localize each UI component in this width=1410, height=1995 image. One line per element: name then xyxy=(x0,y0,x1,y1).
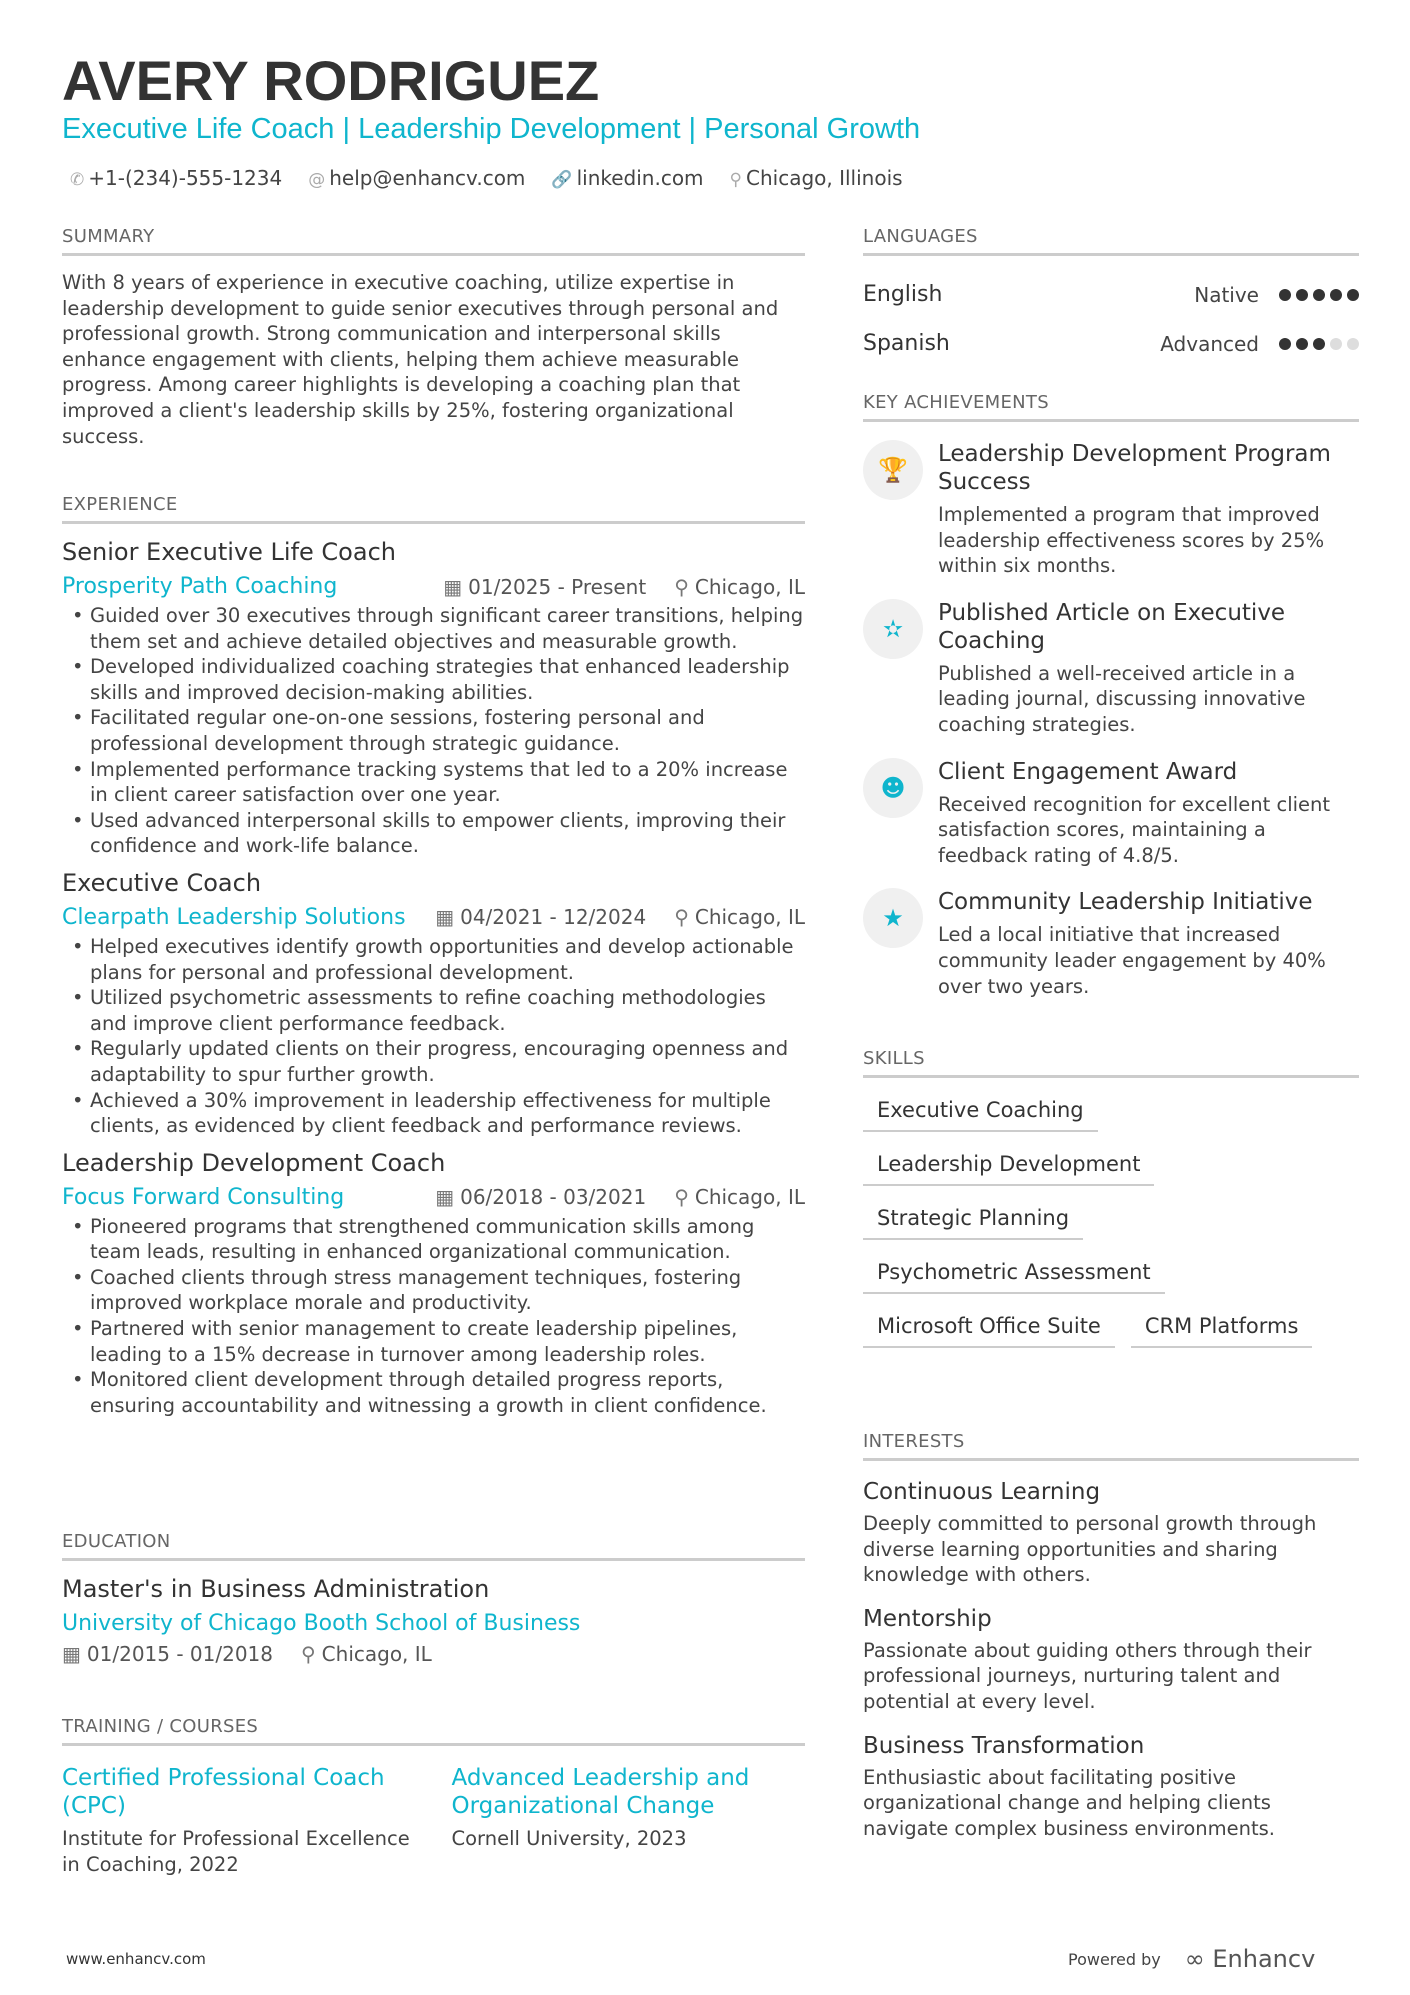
contact-bar xyxy=(70,166,903,190)
job-meta xyxy=(435,1185,805,1209)
calendar-icon: ▦ xyxy=(62,1642,81,1666)
bullet-item: • Pioneered programs that strengthened communication skills among team leads, resulting in enhanced organizational communication. xyxy=(62,1214,805,1265)
calendar-icon: ▦ xyxy=(435,1185,455,1210)
bullet-list xyxy=(62,934,805,1139)
infinity-heart-icon: ∞ xyxy=(1184,1945,1205,1973)
date-range xyxy=(435,1185,646,1209)
course-item xyxy=(62,1764,416,1877)
course-org: Cornell University, 2023 xyxy=(451,1827,687,1850)
achievement-item xyxy=(863,599,1359,738)
achievement-text: Implemented a program that improved leadership effectiveness scores by 25% within six months. xyxy=(938,503,1325,578)
achievement-body xyxy=(938,599,1359,738)
interest-item xyxy=(863,1479,1359,1588)
proficiency-dots xyxy=(1279,338,1359,350)
bullet-item: • Achieved a 30% improvement in leadership effectiveness for multiple clients, as evidenced by client feedback and performance reviews. xyxy=(62,1088,805,1139)
achievement-list xyxy=(863,440,1359,999)
achievement-body xyxy=(938,440,1359,579)
bullet-list xyxy=(62,603,805,859)
skill-tag: Psychometric Assessment xyxy=(863,1254,1165,1294)
bullet-item: • Partnered with senior management to create leadership pipelines, leading to a 15% decrease in turnover among leadership roles. xyxy=(62,1316,805,1367)
section-heading: SKILLS xyxy=(863,1048,1359,1078)
section-heading: LANGUAGES xyxy=(863,226,1359,256)
skills-section xyxy=(863,1048,1359,1348)
location xyxy=(301,1642,432,1666)
job-title: Senior Executive Life Coach xyxy=(62,538,396,566)
calendar-icon: ▦ xyxy=(435,905,455,930)
job-meta xyxy=(435,905,805,929)
language-list xyxy=(863,270,1359,368)
bullet-item: • Monitored client development through detailed progress reports, ensuring accountability and witnessing a growth in client confidence. xyxy=(62,1367,805,1418)
achievement-text: Received recognition for excellent client satisfaction scores, maintaining a feedback rating of 4.8/5. xyxy=(938,792,1331,867)
skill-tag: CRM Platforms xyxy=(1131,1308,1313,1348)
proficiency-dot xyxy=(1330,338,1342,350)
link-icon: 🔗 xyxy=(551,170,573,190)
job-title: Leadership Development Coach xyxy=(62,1148,446,1177)
bullet-list xyxy=(62,1214,805,1419)
degree: Master's in Business Administration xyxy=(62,1575,490,1603)
date-range xyxy=(435,905,646,929)
bullet-item: • Facilitated regular one-on-one sessions, fostering personal and professional development through strategic guidance. xyxy=(62,705,805,756)
date-range xyxy=(62,1642,273,1666)
language-name: Spanish xyxy=(863,331,950,356)
proficiency-dot xyxy=(1313,338,1325,350)
location-icon: ⚲ xyxy=(674,1185,689,1210)
powered-by: Powered by xyxy=(1068,1949,1161,1969)
location xyxy=(674,905,805,929)
proficiency-dot xyxy=(1279,289,1291,301)
achievement-title: Leadership Development Program Success xyxy=(938,441,1331,495)
job-entry xyxy=(62,1149,805,1419)
phone-icon: ✆ xyxy=(70,170,85,190)
proficiency-dot xyxy=(1296,289,1308,301)
company-name: Clearpath Leadership Solutions xyxy=(62,904,406,930)
contact-item[interactable] xyxy=(70,166,282,190)
achievement-item xyxy=(863,888,1359,999)
skill-tag: Strategic Planning xyxy=(863,1200,1083,1240)
proficiency-dot xyxy=(1296,338,1308,350)
footer-branding xyxy=(1068,1945,1315,1973)
location xyxy=(674,575,805,599)
achievement-title: Community Leadership Initiative xyxy=(938,889,1313,916)
proficiency-dot xyxy=(1313,289,1325,301)
location-text: Chicago, IL xyxy=(694,1185,805,1210)
bullet-item: • Used advanced interpersonal skills to empower clients, improving their confidence and work-life balance. xyxy=(62,808,805,859)
language-item xyxy=(863,319,1359,368)
course-name: Certified Professional Coach (CPC) xyxy=(62,1765,385,1819)
training-section xyxy=(62,1716,805,1877)
brand-name: Enhancv xyxy=(1212,1945,1316,1973)
headline: Executive Life Coach | Leadership Development | Personal Growth xyxy=(62,113,921,145)
achievement-item xyxy=(863,758,1359,869)
dates: 01/2015 - 01/2018 xyxy=(86,1642,274,1666)
dates: 06/2018 - 03/2021 xyxy=(460,1185,647,1210)
section-heading: EXPERIENCE xyxy=(62,494,805,524)
job-title: Executive Coach xyxy=(62,868,262,897)
interest-title: Continuous Learning xyxy=(863,1479,1101,1505)
bullet-item: • Developed individualized coaching strategies that enhanced leadership skills and improved decision-making abilities. xyxy=(62,654,805,705)
interest-title: Mentorship xyxy=(863,1605,992,1632)
section-heading: EDUCATION xyxy=(62,1531,805,1561)
bullet-item: • Implemented performance tracking systems that led to a 20% increase in client career satisfaction over one year. xyxy=(62,757,805,808)
course-org: Institute for Professional Excellence in Coaching, 2022 xyxy=(62,1827,410,1876)
company-name: Focus Forward Consulting xyxy=(62,1184,345,1210)
interest-title: Business Transformation xyxy=(863,1732,1145,1759)
proficiency-dot xyxy=(1347,289,1359,301)
skill-tag: Leadership Development xyxy=(863,1146,1154,1186)
location xyxy=(674,1185,805,1209)
interest-item xyxy=(863,1733,1359,1842)
location-icon: ⚲ xyxy=(674,905,689,930)
job-meta-row xyxy=(62,574,805,599)
job-entry xyxy=(62,538,805,859)
contact-text: linkedin.com xyxy=(576,166,704,190)
dates: 04/2021 - 12/2024 xyxy=(460,905,647,930)
interest-text: Enthusiastic about facilitating positive organizational change and helping clients navigate complex business environments. xyxy=(863,1765,1276,1840)
date-range xyxy=(443,575,646,599)
course-name: Advanced Leadership and Organizational Change xyxy=(451,1765,750,1819)
company-name: Prosperity Path Coaching xyxy=(62,574,338,599)
star-outline-icon: ✫ xyxy=(863,599,923,659)
proficiency-dot xyxy=(1330,289,1342,301)
section-heading: TRAINING / COURSES xyxy=(62,1716,805,1746)
bullet-item: • Regularly updated clients on their progress, encouraging openness and adaptability to spur further growth. xyxy=(62,1036,805,1087)
contact-text: help@enhancv.com xyxy=(329,166,526,190)
job-meta xyxy=(443,575,805,599)
skill-tag: Microsoft Office Suite xyxy=(863,1308,1115,1348)
bullet-item: • Guided over 30 executives through significant career transitions, helping them set and achieve detailed objectives and measurable growth. xyxy=(62,603,805,654)
location-text: Chicago, IL xyxy=(694,574,805,599)
summary-section xyxy=(62,226,805,449)
proficiency-dots xyxy=(1279,289,1359,301)
achievement-item xyxy=(863,440,1359,579)
interest-item xyxy=(863,1606,1359,1715)
interest-text: Deeply committed to personal growth through diverse learning opportunities and sharing knowledge with others. xyxy=(863,1512,1317,1587)
calendar-icon: ▦ xyxy=(443,574,463,599)
language-item xyxy=(863,270,1359,319)
interest-text: Passionate about guiding others through their professional journeys, nurturing talent and potential at every level. xyxy=(863,1638,1312,1713)
achievement-text: Published a well-received article in a leading journal, discussing innovative coaching strategies. xyxy=(938,661,1306,736)
language-name: English xyxy=(863,282,943,307)
bullet-item: • Coached clients through stress management techniques, fostering improved workplace morale and productivity. xyxy=(62,1265,805,1316)
summary-text: With 8 years of experience in executive coaching, utilize expertise in leadership development to guide senior executives through personal and professional growth. Strong communication and interpersonal skills enhance engagement with clients, helping them achieve measurable progress. Among career highlights is developing a coaching plan that improved a client's leadership skills by 25%, fostering organizational success. xyxy=(62,271,779,448)
bullet-item: • Utilized psychometric assessments to refine coaching methodologies and improve client performance feedback. xyxy=(62,985,805,1036)
dates: 01/2025 - Present xyxy=(468,574,647,599)
language-level: Advanced xyxy=(1160,331,1259,356)
bullet-item: • Helped executives identify growth opportunities and develop actionable plans for personal and professional development. xyxy=(62,934,805,985)
interests-section xyxy=(863,1431,1359,1859)
language-level: Native xyxy=(1194,282,1259,307)
section-heading: INTERESTS xyxy=(863,1431,1359,1461)
school: University of Chicago Booth School of Business xyxy=(62,1611,581,1636)
section-heading: KEY ACHIEVEMENTS xyxy=(863,392,1359,422)
job-meta-row xyxy=(62,1185,805,1210)
achievement-body xyxy=(938,758,1359,869)
location-icon: ⚲ xyxy=(674,574,689,599)
education-section xyxy=(62,1531,805,1666)
contact-item[interactable] xyxy=(730,166,903,190)
skill-list xyxy=(863,1092,1359,1348)
job-entry xyxy=(62,869,805,1139)
proficiency-dot xyxy=(1347,338,1359,350)
enhancv-logo xyxy=(1185,1945,1316,1973)
location-icon: ⚲ xyxy=(729,170,742,190)
trophy-icon: 🏆 xyxy=(863,440,923,500)
at-icon: @ xyxy=(308,170,326,190)
interest-list xyxy=(863,1479,1359,1841)
job-list xyxy=(62,538,805,1418)
contact-text: Chicago, Illinois xyxy=(746,166,903,190)
achievement-text: Led a local initiative that increased community leader engagement by 40% over two years. xyxy=(938,923,1326,998)
course-item xyxy=(452,1764,806,1877)
contact-item[interactable] xyxy=(308,166,525,190)
star-icon: ★ xyxy=(863,888,923,948)
head-icon: ☻ xyxy=(863,758,923,818)
achievement-body xyxy=(938,888,1359,999)
footer-website[interactable]: www.enhancv.com xyxy=(66,1950,206,1968)
location-text: Chicago, IL xyxy=(321,1642,432,1666)
experience-section xyxy=(62,494,805,1422)
proficiency-dot xyxy=(1279,338,1291,350)
skill-tag: Executive Coaching xyxy=(863,1092,1098,1132)
languages-section xyxy=(863,226,1359,368)
job-meta-row xyxy=(62,905,805,930)
contact-item[interactable] xyxy=(551,166,703,190)
achievement-title: Client Engagement Award xyxy=(938,758,1238,785)
candidate-name: AVERY RODRIGUEZ xyxy=(62,49,600,112)
location-icon: ⚲ xyxy=(301,1642,316,1666)
contact-text: +1-(234)-555-1234 xyxy=(88,166,283,190)
location-text: Chicago, IL xyxy=(694,905,805,930)
achievement-title: Published Article on Executive Coaching xyxy=(938,599,1286,654)
achievements-section xyxy=(863,392,1359,1019)
section-heading: SUMMARY xyxy=(62,226,805,256)
